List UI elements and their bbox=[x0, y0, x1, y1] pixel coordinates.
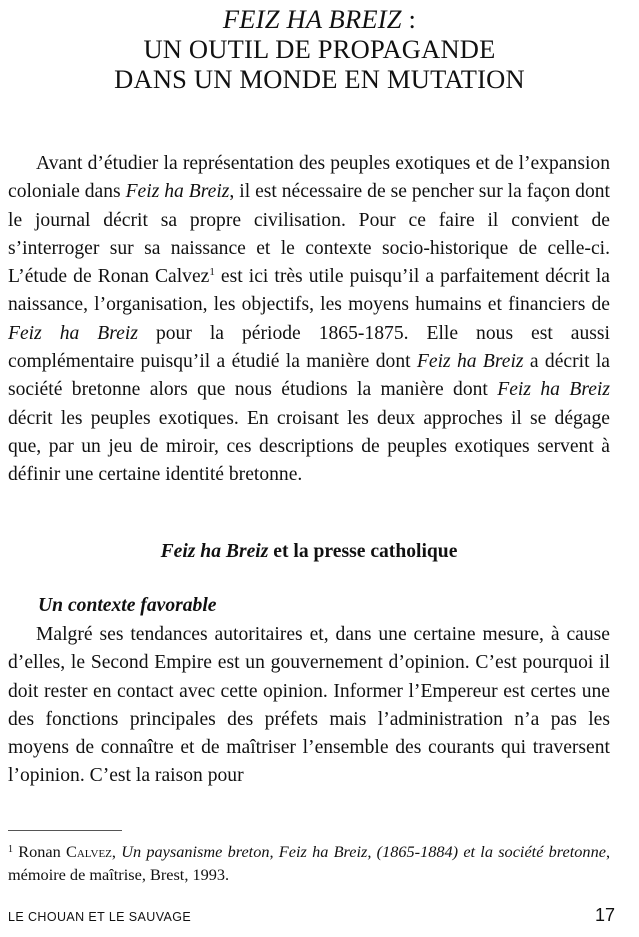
journal-name: Feiz ha Breiz bbox=[8, 322, 138, 344]
journal-name: Feiz ha Breiz bbox=[160, 541, 269, 562]
running-footer-title: LE CHOUAN ET LE SAUVAGE bbox=[8, 910, 192, 924]
journal-name: Feiz ha Breiz bbox=[416, 351, 524, 373]
footnote: $^1$ Ronan Calvez, Un paysanisme breton, Feiz ha Breiz, (1865-1884) et la société bretonne, mémoire de maîtrise, Brest, 1993. bbox=[8, 842, 611, 884]
journal-name: Feiz ha Breiz bbox=[497, 379, 610, 401]
subsection-heading: Un contexte favorable bbox=[38, 595, 217, 616]
chapter-title-line-1 bbox=[20, 4, 619, 34]
chapter-title-line-2: UN OUTIL DE PROPAGANDE bbox=[143, 34, 496, 64]
title-colon: : bbox=[401, 4, 417, 34]
section-heading: Feiz ha Breiz et la presse catholique bbox=[160, 541, 458, 562]
footnote-number: 1 bbox=[8, 844, 13, 855]
journal-name: FEIZ HA BREIZ bbox=[222, 4, 402, 34]
page-number: 17 bbox=[594, 905, 615, 925]
journal-name: Feiz ha Breiz bbox=[125, 181, 230, 203]
body-paragraph: Malgré ses tendances autoritaires et, dans une certaine mesure, à cause d’elles, le Second Empire est un gouvernement d’opinion. C’est pourquoi il doit rester en contact avec cette opinion. Informer l’Empereur est certes une des fonctions principales des préfets mais l’administration n’a pas les moyens de connaître et de maîtriser l’ensemble des courants qui traversent l’opinion. C’est la raison pour bbox=[8, 624, 610, 787]
footnote-divider bbox=[8, 830, 122, 831]
footnote-reference: 1 bbox=[209, 266, 215, 279]
intro-paragraph: Avant d’étudier la représentation des peuples exotiques et de l’expansion coloniale dans Feiz ha Breiz, il est nécessaire de se pencher sur la façon dont le journal décrit sa propre civilisation. Pour ce faire il convient de s’interroger sur sa naissance et le contexte socio-historique de celle-ci. L’étude de Ronan Calvez$^1$ est ici très utile puisqu’il a parfaitement décrit la naissance, l’organisation, les objectifs, les moyens humains et financiers de Feiz ha Breiz pour la période 1865-1875. Elle nous est aussi complémentaire puisqu’il a étudié la manière dont Feiz ha Breiz a décrit la société bretonne alors que nous étudions la manière dont Feiz ha Breiz décrit les peuples exotiques. En croisant les deux approches il se dégage que, par un jeu de miroir, ces descriptions de peuples exotiques servent à définir une certaine identité bretonne. bbox=[8, 153, 611, 486]
cited-work-title: Un paysanisme breton, Feiz ha Breiz, (1865-1884) et la société bretonne bbox=[121, 842, 606, 861]
chapter-title bbox=[20, 4, 619, 94]
author-surname: Calvez bbox=[66, 842, 112, 861]
chapter-title-line-3: DANS UN MONDE EN MUTATION bbox=[114, 64, 525, 94]
